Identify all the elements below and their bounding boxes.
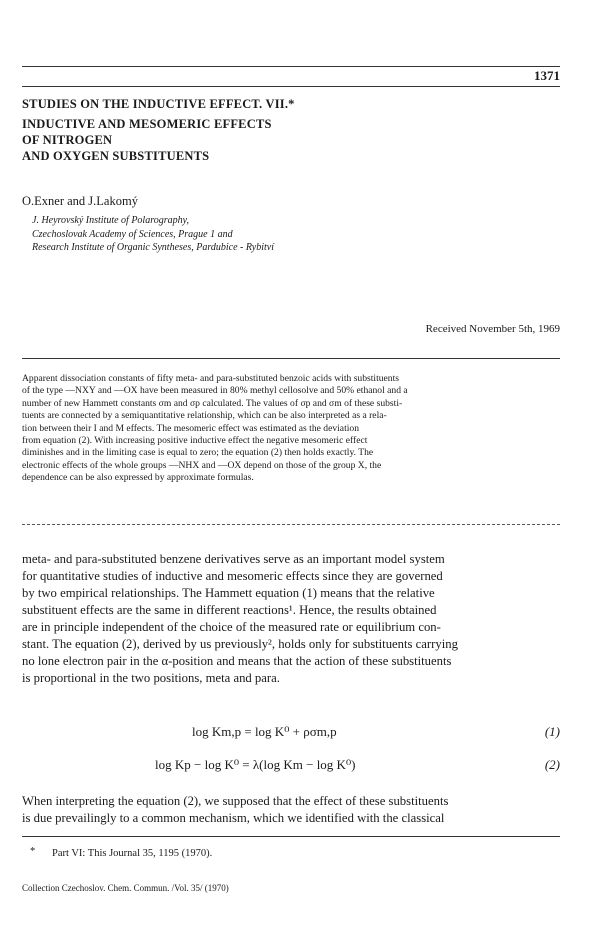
body-line: meta- and para-substituted benzene derivatives serve as an important model system	[22, 552, 445, 566]
body-paragraph-2	[22, 793, 562, 827]
journal-footer: Collection Czechoslov. Chem. Commun. /Vol. 35/ (1970)	[22, 883, 229, 893]
abstract-line: dependence can be also expressed by approximate formulas.	[22, 472, 254, 484]
title-line-3: OF NITROGEN	[22, 133, 113, 147]
body-paragraph	[22, 551, 562, 687]
body-line: for quantitative studies of inductive and mesomeric effects since they are governed	[22, 569, 443, 583]
abstract-line: electronic effects of the whole groups —NHX and —OX depend on those of the group X, the	[22, 459, 382, 471]
body-line: by two empirical relationships. The Hammett equation (1) means that the relative	[22, 586, 435, 600]
title-line-2: INDUCTIVE AND MESOMERIC EFFECTS	[22, 117, 272, 131]
paper-title	[22, 96, 295, 164]
abstract-line: tion between their I and M effects. The mesomeric effect was estimated as the deviation	[22, 422, 359, 434]
abstract-line: tuents are connected by a semiquantitative relationship, which can be also interpreted as a rela-	[22, 410, 387, 422]
affiliation	[32, 214, 274, 255]
abstract	[22, 373, 560, 485]
body-line: substituent effects are the same in different reactions¹. Hence, the results obtained	[22, 603, 437, 617]
abstract-top-rule	[22, 358, 560, 359]
footnote-marker: *	[30, 846, 36, 857]
header-rule-lower	[22, 86, 560, 87]
abstract-line: of the type —NXY and —OX have been measured in 80% methyl cellosolve and 50% ethanol and a	[22, 385, 408, 397]
body-line: stant. The equation (2), derived by us previously², holds only for substituents carrying	[22, 637, 458, 651]
affiliation-line: J. Heyrovský Institute of Polarography,	[32, 215, 190, 226]
authors: O.Exner and J.Lakomý	[22, 194, 138, 208]
body-line: When interpreting the equation (2), we supposed that the effect of these substituents	[22, 794, 449, 808]
header-rule	[22, 66, 560, 67]
received-date: Received November 5th, 1969	[425, 323, 560, 335]
equation-2: log Kp − log K⁰ = λ(log Km − log K⁰)	[155, 757, 356, 772]
body-line: is proportional in the two positions, meta and para.	[22, 671, 280, 685]
abstract-bottom-rule	[22, 524, 560, 525]
abstract-line: Apparent dissociation constants of fifty meta- and para-substituted benzoic acids with substituents	[22, 373, 399, 384]
footnote-rule	[22, 836, 560, 837]
affiliation-line: Czechoslovak Academy of Sciences, Prague 1 and	[32, 228, 233, 240]
abstract-line: from equation (2). With increasing positive inductive effect the negative mesomeric effect	[22, 435, 368, 447]
page-number: 1371	[534, 68, 560, 83]
affiliation-line: Research Institute of Organic Syntheses, Pardubice - Rybitví	[32, 242, 274, 253]
equation-2-number: (2)	[544, 757, 560, 772]
equation-1-number: (1)	[544, 724, 560, 739]
body-line: no lone electron pair in the α-position and means that the action of these substituents	[22, 654, 452, 668]
title-line-4: AND OXYGEN SUBSTITUENTS	[22, 149, 210, 163]
footnote: Part VI: This Journal 35, 1195 (1970).	[52, 848, 213, 859]
abstract-line: diminishes and in the limiting case is equal to zero; the equation (2) then holds exactly. The	[22, 447, 374, 459]
equation-1: log Km,p = log K⁰ + ρσm,p	[192, 724, 337, 739]
body-line: are in principle independent of the choice of the measured rate or equilibrium con-	[22, 620, 441, 634]
abstract-line: number of new Hammett constants σm and σp calculated. The values of σp and σm of these substi-	[22, 397, 403, 409]
title-line-1: STUDIES ON THE INDUCTIVE EFFECT. VII.*	[22, 97, 295, 111]
body-line: is due prevailingly to a common mechanism, which we identified with the classical	[22, 811, 445, 825]
